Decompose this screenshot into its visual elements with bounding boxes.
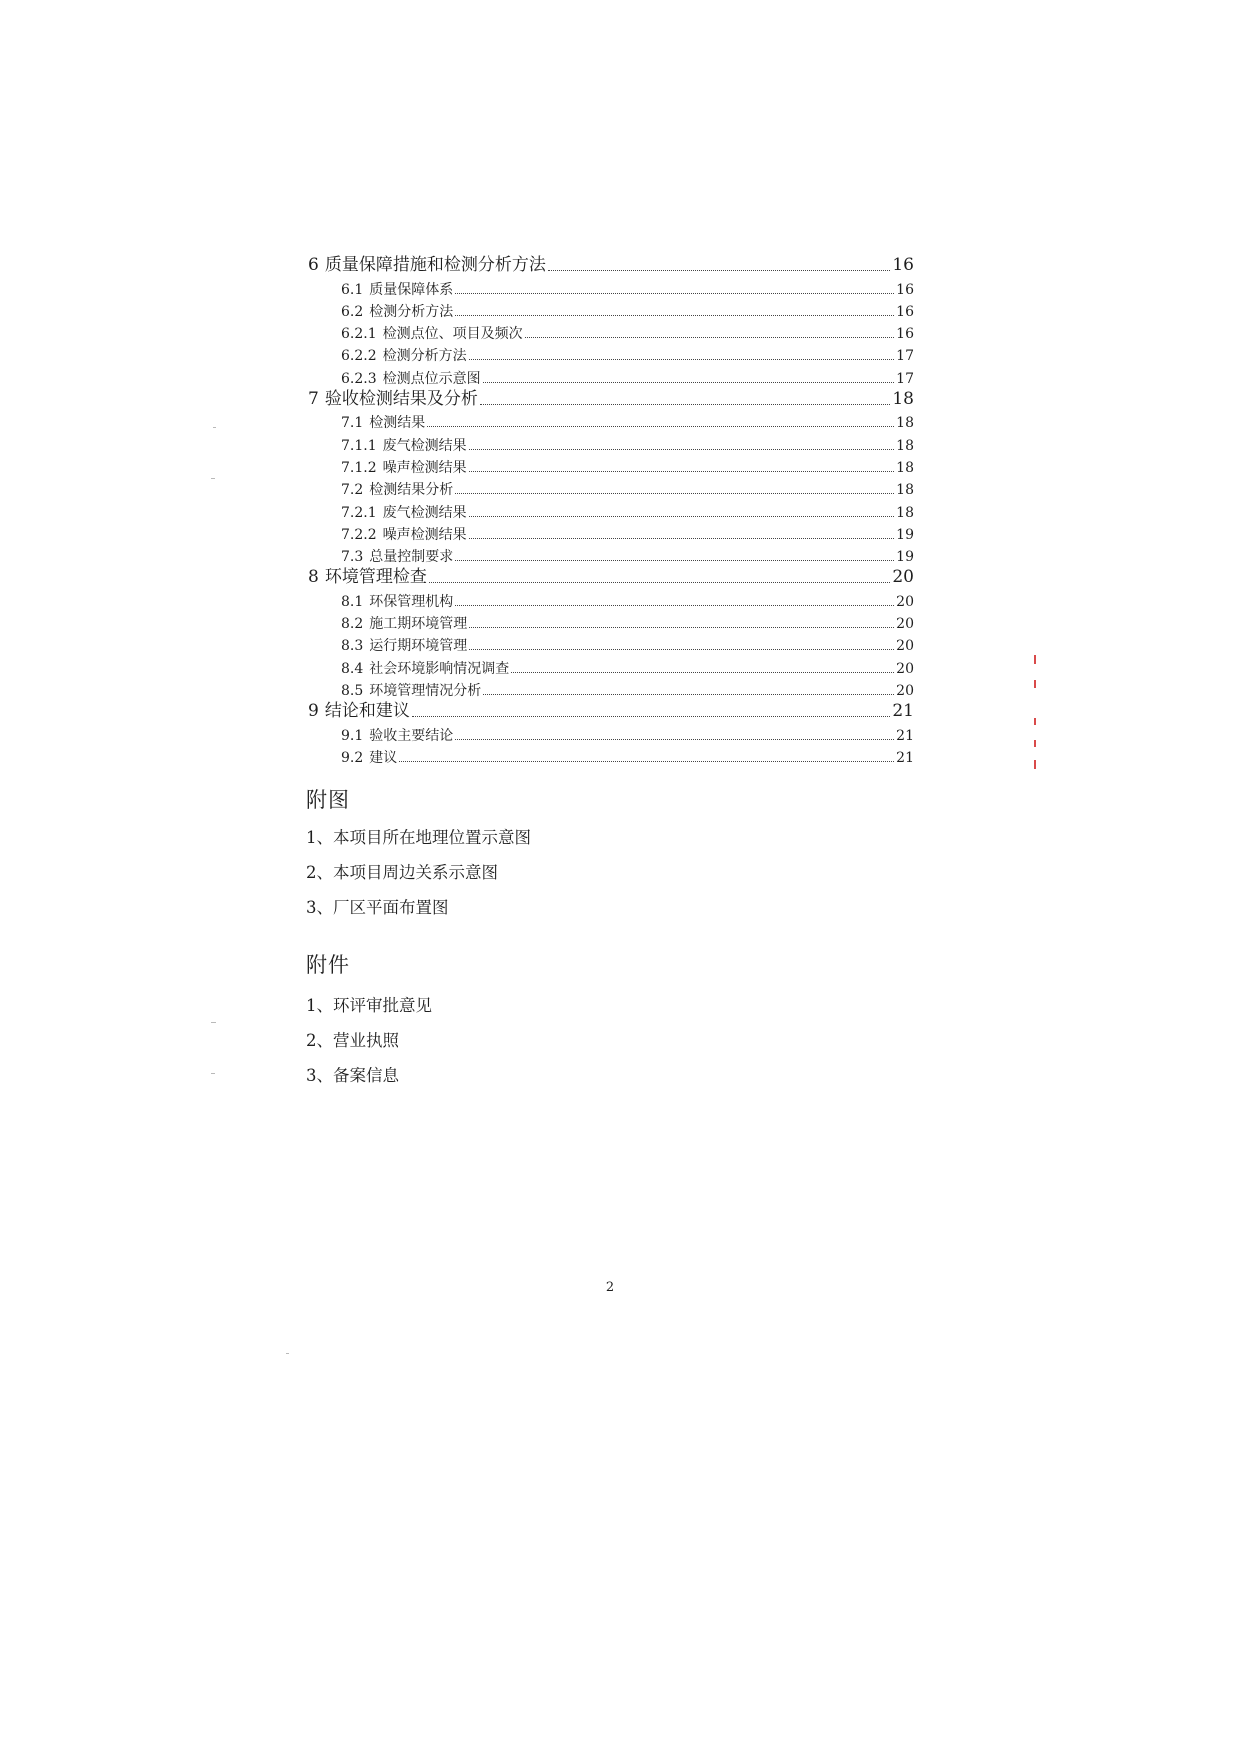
red-stamp-edge <box>1034 740 1036 747</box>
scan-speck <box>286 1353 289 1354</box>
toc-entry-text: 验收检测结果及分析 <box>324 389 478 410</box>
toc-entry-title <box>341 483 453 497</box>
toc-entry-text: 总量控制要求 <box>369 549 454 566</box>
red-stamp-edge <box>1034 718 1036 725</box>
toc-entry-title <box>341 439 467 453</box>
toc-entry-page: 16 <box>896 281 914 298</box>
toc-entry-text: 质量保障体系 <box>369 281 454 298</box>
toc-entry-number: 6.2.2 <box>341 348 377 365</box>
toc-entry-number: 7.2.2 <box>341 526 377 543</box>
toc-entry-number: 9 <box>308 701 319 722</box>
toc-entry-text: 检测分析方法 <box>369 303 454 320</box>
red-stamp-edge <box>1034 760 1036 769</box>
toc-leader-dots <box>483 693 894 695</box>
toc-entry-text: 检测点位、项目及频次 <box>382 326 523 343</box>
toc-entry-page: 18 <box>896 415 914 432</box>
toc-entry-title <box>341 506 467 520</box>
toc-entry-text: 噪声检测结果 <box>382 526 467 543</box>
toc-entry-number: 7.1 <box>341 415 364 432</box>
toc-entry-title <box>341 372 481 386</box>
red-stamp-edge <box>1034 680 1036 688</box>
toc-entry-page: 17 <box>896 348 914 365</box>
toc-entry-page: 18 <box>896 459 914 476</box>
toc-leader-dots <box>511 671 894 673</box>
toc-leader-dots <box>469 470 895 472</box>
toc-entry-title <box>308 569 427 586</box>
toc-entry <box>308 609 914 631</box>
toc-entry-title <box>341 327 523 341</box>
toc-entry-page: 20 <box>896 616 914 633</box>
toc-entry <box>308 297 914 319</box>
toc-entry-title <box>341 305 453 319</box>
toc-leader-dots <box>455 738 894 740</box>
toc-entry-page: 20 <box>896 593 914 610</box>
toc-leader-dots <box>469 648 894 650</box>
toc-entry-title <box>341 416 425 430</box>
toc-entry-page: 20 <box>896 660 914 677</box>
toc-entry-number: 9.1 <box>341 727 364 744</box>
toc-entry-number: 7.1.1 <box>341 437 377 454</box>
toc-entry-text: 建议 <box>369 749 398 766</box>
toc-entry-text: 检测点位示意图 <box>382 370 481 387</box>
attachment-item: 2、营业执照 <box>306 1031 399 1050</box>
toc-entry-text: 检测分析方法 <box>382 348 467 365</box>
toc-entry <box>308 564 914 586</box>
toc-entry <box>308 698 914 720</box>
toc-entry-text: 检测结果 <box>369 415 426 432</box>
toc-entry-title <box>341 639 467 653</box>
toc-entry-page: 21 <box>896 727 914 744</box>
toc-entry-page: 19 <box>896 549 914 566</box>
toc-entry <box>308 676 914 698</box>
toc-entry-number: 9.2 <box>341 749 364 766</box>
toc-leader-dots <box>427 425 894 427</box>
red-stamp-edge <box>1034 655 1036 664</box>
toc-entry <box>308 743 914 765</box>
toc-entry-text: 社会环境影响情况调查 <box>369 660 510 677</box>
toc-entry <box>308 520 914 542</box>
toc-entry <box>308 430 914 452</box>
toc-entry-number: 6.2.1 <box>341 326 377 343</box>
attachments-heading: 附件 <box>306 953 350 977</box>
toc-leader-dots <box>455 492 894 494</box>
toc-entry-text: 废气检测结果 <box>382 504 467 521</box>
toc-entry-text: 废气检测结果 <box>382 437 467 454</box>
toc-entry-number: 8.3 <box>341 638 364 655</box>
toc-leader-dots <box>469 626 894 628</box>
toc-entry-text: 施工期环境管理 <box>369 616 468 633</box>
toc-entry-page: 18 <box>896 437 914 454</box>
toc-entry <box>308 586 914 608</box>
toc-leader-dots <box>429 581 891 583</box>
toc-entry-title <box>341 595 453 609</box>
toc-entry-number: 7.2 <box>341 482 364 499</box>
toc-entry <box>308 653 914 675</box>
toc-entry <box>308 252 914 274</box>
toc-entry-number: 8.4 <box>341 660 364 677</box>
toc-entry-number: 7.3 <box>341 549 364 566</box>
toc-entry-number: 7 <box>308 389 319 410</box>
toc-entry-page: 20 <box>896 638 914 655</box>
toc-entry-text: 质量保障措施和检测分析方法 <box>324 255 546 276</box>
toc-entry <box>308 720 914 742</box>
toc-entry-title <box>341 617 467 631</box>
scan-speck <box>211 478 215 479</box>
toc-entry-page: 16 <box>896 303 914 320</box>
toc-entry-text: 结论和建议 <box>324 701 410 722</box>
toc-entry-number: 6.2.3 <box>341 370 377 387</box>
toc-entry-text: 噪声检测结果 <box>382 459 467 476</box>
toc-leader-dots <box>480 403 891 405</box>
toc-entry-title <box>308 257 546 274</box>
toc-entry-title <box>308 391 478 408</box>
toc-leader-dots <box>455 314 894 316</box>
toc-entry-title <box>341 662 509 676</box>
toc-leader-dots <box>469 358 895 360</box>
toc-entry-title <box>341 461 467 475</box>
toc-entry <box>308 453 914 475</box>
scan-speck <box>211 1022 216 1023</box>
toc-entry-text: 环境管理情况分析 <box>369 682 482 699</box>
toc-entry-text: 环境管理检查 <box>324 567 427 588</box>
toc-entry <box>308 386 914 408</box>
toc-entry-number: 8.5 <box>341 682 364 699</box>
toc-entry-title <box>341 283 453 297</box>
toc-entry-page: 21 <box>892 701 914 722</box>
toc-entry-number: 8.1 <box>341 593 364 610</box>
toc-leader-dots <box>525 336 895 338</box>
toc-leader-dots <box>469 448 895 450</box>
toc-entry-text: 环保管理机构 <box>369 593 454 610</box>
figure-item: 2、本项目周边关系示意图 <box>306 863 498 882</box>
toc-entry-title <box>341 528 467 542</box>
toc-entry-page: 18 <box>896 482 914 499</box>
toc-entry-text: 运行期环境管理 <box>369 638 468 655</box>
toc-entry-page: 20 <box>896 682 914 699</box>
page-number: 2 <box>605 1280 615 1295</box>
toc-entry-title <box>341 684 481 698</box>
toc-entry-number: 7.2.1 <box>341 504 377 521</box>
toc-entry-number: 6.2 <box>341 303 364 320</box>
toc-entry-page: 19 <box>896 526 914 543</box>
toc-entry <box>308 631 914 653</box>
figure-item: 1、本项目所在地理位置示意图 <box>306 828 531 847</box>
toc-leader-dots <box>455 292 894 294</box>
toc-entry-page: 18 <box>892 389 914 410</box>
toc-entry-page: 17 <box>896 370 914 387</box>
toc-entry-title <box>341 550 453 564</box>
table-of-contents <box>308 252 914 765</box>
toc-entry-number: 6 <box>308 255 319 276</box>
toc-entry-number: 8.2 <box>341 616 364 633</box>
toc-entry-number: 8 <box>308 567 319 588</box>
toc-leader-dots <box>399 760 894 762</box>
toc-entry <box>308 475 914 497</box>
toc-entry-page: 21 <box>896 749 914 766</box>
toc-entry-page: 20 <box>892 567 914 588</box>
toc-entry <box>308 274 914 296</box>
figure-item: 3、厂区平面布置图 <box>306 898 449 917</box>
toc-leader-dots <box>455 604 894 606</box>
toc-leader-dots <box>548 269 891 271</box>
toc-entry <box>308 497 914 519</box>
attachments-list <box>306 988 432 1093</box>
toc-entry-page: 16 <box>892 255 914 276</box>
toc-leader-dots <box>412 715 891 717</box>
toc-entry <box>308 319 914 341</box>
scan-speck <box>211 1073 215 1074</box>
scan-speck <box>213 427 216 428</box>
toc-entry <box>308 341 914 363</box>
toc-entry-page: 16 <box>896 326 914 343</box>
toc-entry <box>308 408 914 430</box>
toc-leader-dots <box>455 559 894 561</box>
toc-entry-number: 6.1 <box>341 281 364 298</box>
toc-leader-dots <box>469 515 895 517</box>
toc-entry-text: 检测结果分析 <box>369 482 454 499</box>
attachment-item: 3、备案信息 <box>306 1066 399 1085</box>
toc-entry-title <box>341 729 453 743</box>
toc-entry <box>308 363 914 385</box>
toc-entry <box>308 542 914 564</box>
figures-heading: 附图 <box>306 788 350 812</box>
figures-list <box>306 820 531 925</box>
toc-entry-title <box>341 751 397 765</box>
toc-entry-page: 18 <box>896 504 914 521</box>
attachment-item: 1、环评审批意见 <box>306 996 432 1015</box>
toc-entry-title <box>308 703 410 720</box>
toc-entry-number: 7.1.2 <box>341 459 377 476</box>
toc-entry-title <box>341 349 467 363</box>
toc-leader-dots <box>483 381 895 383</box>
toc-entry-text: 验收主要结论 <box>369 727 454 744</box>
toc-leader-dots <box>469 537 895 539</box>
